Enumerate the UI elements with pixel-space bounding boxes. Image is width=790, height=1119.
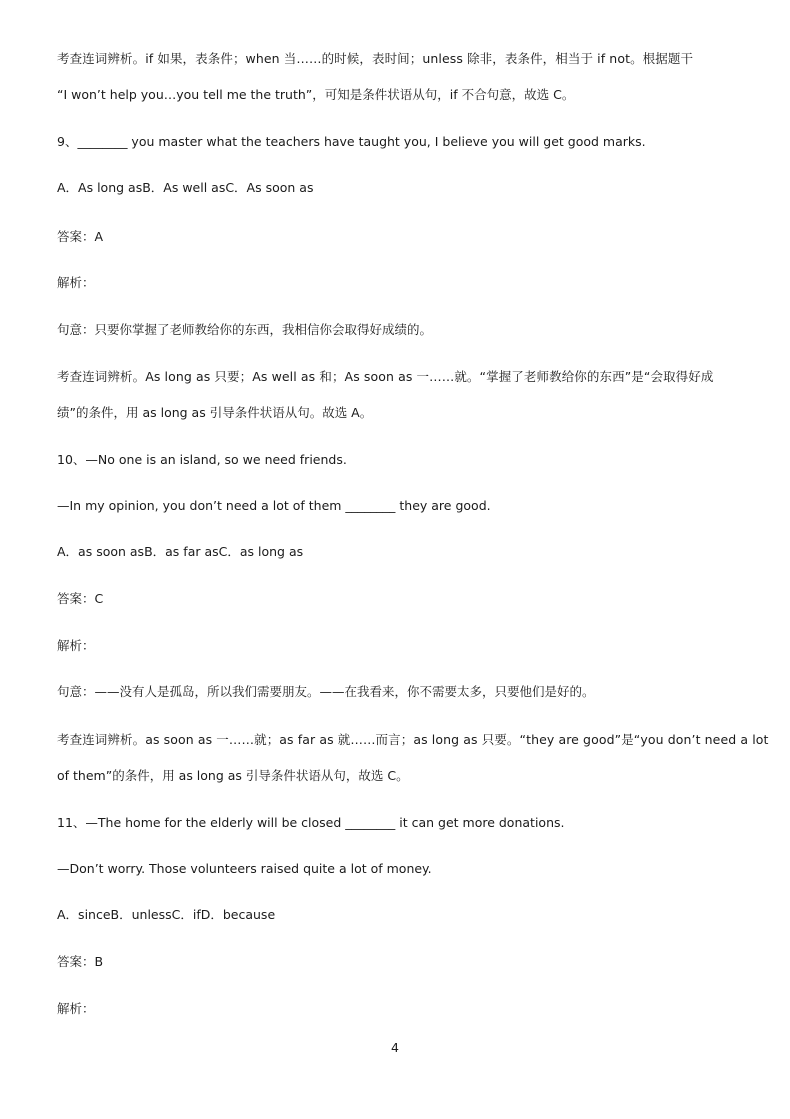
explanation-line: “I won’t help you…you tell me the truth”，可知是条件状语从句，if 不合句意，故选 C。 xyxy=(57,87,575,102)
question-10-stem: —In my opinion, you don’t need a lot of them ________ they are good. xyxy=(57,498,491,513)
question-9-meaning: 句意：只要你掌握了老师教给你的东西，我相信你会取得好成绩的。 xyxy=(57,322,433,337)
question-9-explanation: 绩”的条件，用 as long as 引导条件状语从句。故选 A。 xyxy=(57,405,373,420)
question-9-analysis-label: 解析： xyxy=(57,275,95,290)
question-9-stem: 9、________ you master what the teachers have taught you, I believe you will get good marks. xyxy=(57,134,646,149)
question-10-analysis-label: 解析： xyxy=(57,638,95,653)
question-9-options: A．As long asB．As well asC．As soon as xyxy=(57,180,314,195)
question-10-answer: 答案：C xyxy=(57,591,104,606)
question-11-options: A．sinceB．unlessC．ifD．because xyxy=(57,907,276,922)
question-10-explanation: 考查连词辨析。as soon as 一……就；as far as 就……而言；as long as 只要。“they are good”是“you don’t need a lot xyxy=(57,732,769,747)
question-10-stem: 10、—No one is an island, so we need friends. xyxy=(57,452,347,467)
question-10-meaning: 句意：——没有人是孤岛，所以我们需要朋友。——在我看来，你不需要太多，只要他们是好的。 xyxy=(57,684,595,699)
explanation-line: 考查连词辨析。if 如果，表条件；when 当……的时候，表时间；unless 除非，表条件，相当于 if not。根据题干 xyxy=(57,51,694,66)
question-11-analysis-label: 解析： xyxy=(57,1001,95,1016)
question-11-stem: —Don’t worry. Those volunteers raised quite a lot of money. xyxy=(57,861,432,876)
question-10-explanation: of them”的条件，用 as long as 引导条件状语从句，故选 C。 xyxy=(57,768,409,783)
question-11-answer: 答案：B xyxy=(57,954,104,969)
question-9-explanation: 考查连词辨析。As long as 只要；As well as 和；As soon as 一……就。“掌握了老师教给你的东西”是“会取得好成 xyxy=(57,369,714,384)
page-number: 4 xyxy=(391,1040,399,1055)
question-11-stem: 11、—The home for the elderly will be closed ________ it can get more donations. xyxy=(57,815,565,830)
question-9-answer: 答案：A xyxy=(57,229,104,244)
question-10-options: A．as soon asB．as far asC．as long as xyxy=(57,544,304,559)
